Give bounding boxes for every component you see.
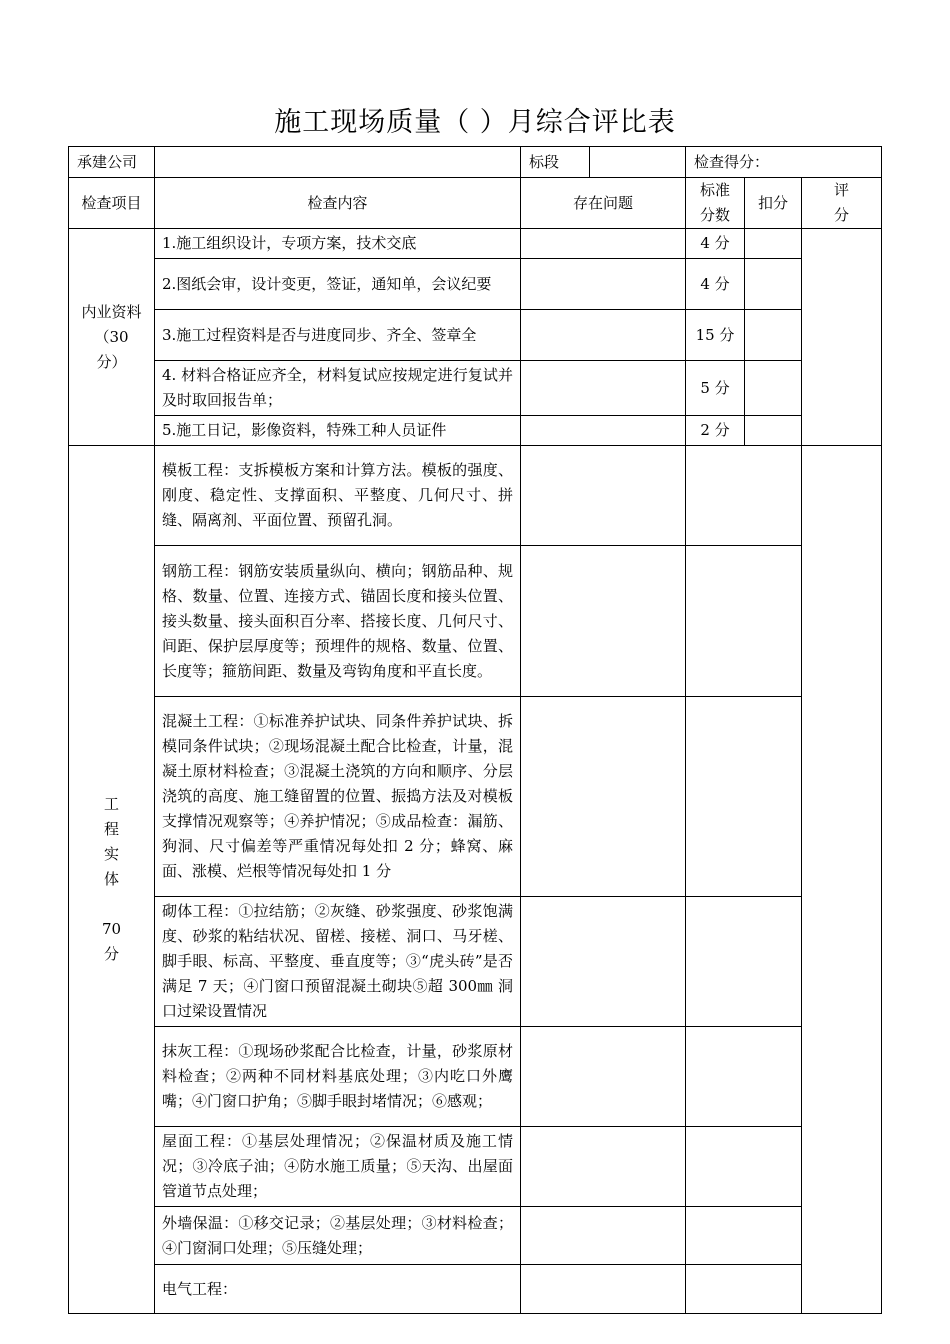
- row-content: 4. 材料合格证应齐全，材料复试应按规定进行复试并及时取回报告单；: [155, 361, 521, 416]
- row-content: 模板工程：支拆模板方案和计算方法。模板的强度、刚度、稳定性、支撑面积、平整度、几何尺寸、拼缝、隔离剂、平面位置、预留孔洞。: [155, 446, 521, 546]
- evaluation-table: [68, 146, 882, 1314]
- group-name-char: 体: [103, 870, 119, 888]
- deduct-cell[interactable]: [745, 259, 802, 310]
- group-name-char: 程: [103, 820, 119, 838]
- standard-score: 2 分: [686, 416, 745, 446]
- issues-cell[interactable]: [521, 546, 686, 697]
- issues-cell[interactable]: [521, 259, 686, 310]
- table-row: [69, 897, 882, 1027]
- table-row: [69, 229, 882, 259]
- table-row: [69, 1127, 882, 1207]
- issues-cell[interactable]: [521, 1027, 686, 1127]
- col-standard-header-line1: 标准: [699, 181, 730, 199]
- row-content: 钢筋工程：钢筋安装质量纵向、横向；钢筋品种、规格、数量、位置、连接方式、锚固长度和接头位置、接头数量、接头面积百分率、搭接长度、几何尺寸、间距、保护层厚度等；预埋件的规格、数量、位置、长度等；箍筋间距、数量及弯钩角度和平直长度。: [155, 546, 521, 697]
- row-content: 2.图纸会审，设计变更，签证，通知单，会议纪要: [155, 259, 521, 310]
- col-deduct-header: 扣分: [745, 178, 802, 229]
- col-standard-header-line2: 分数: [699, 206, 730, 224]
- col-score-header: [802, 178, 882, 229]
- col-standard-header: [686, 178, 745, 229]
- table-row: [69, 546, 882, 697]
- table-row: [69, 446, 882, 546]
- group-name-char: 实: [103, 845, 119, 863]
- standard-score: 4 分: [686, 229, 745, 259]
- row-content: 1.施工组织设计，专项方案，技术交底: [155, 229, 521, 259]
- row-content: 3.施工过程资料是否与进度同步、齐全、签章全: [155, 310, 521, 361]
- section-field[interactable]: [590, 147, 686, 178]
- document-title: 施工现场质量（ ）月综合评比表: [274, 107, 676, 138]
- issues-cell[interactable]: [521, 897, 686, 1027]
- group-score-unit: 分）: [96, 352, 127, 371]
- group-internal-docs: [69, 229, 155, 446]
- group-name: 内业资料: [81, 302, 142, 321]
- group-score-line: （30: [94, 327, 129, 346]
- standard-score: 15 分: [686, 310, 745, 361]
- company-field[interactable]: [155, 147, 521, 178]
- inspection-score-label: 检查得分：: [686, 147, 882, 178]
- deduct-cell[interactable]: [686, 446, 802, 546]
- standard-score: 5 分: [686, 361, 745, 416]
- col-item-header: 检查项目: [69, 178, 155, 229]
- table-row: [69, 1265, 882, 1314]
- issues-cell[interactable]: [521, 697, 686, 897]
- table-row: [69, 697, 882, 897]
- deduct-cell[interactable]: [686, 546, 802, 697]
- row-content: 砌体工程：①拉结筋；②灰缝、砂浆强度、砂浆饱满度、砂浆的粘结状况、留槎、接槎、洞口、马牙槎、脚手眼、标高、平整度、垂直度等；③“虎头砖”是否满足 7 天；④门窗口预留混凝土砌块⑤超 300㎜ 洞口过梁设置情况: [155, 897, 521, 1027]
- col-content-header: 检查内容: [155, 178, 521, 229]
- deduct-cell[interactable]: [686, 1265, 802, 1314]
- table-row: [69, 1207, 882, 1265]
- row-content: 屋面工程：①基层处理情况；②保温材质及施工情况；③冷底子油；④防水施工质量；⑤天沟、出屋面管道节点处理；: [155, 1127, 521, 1207]
- table-row: [69, 416, 882, 446]
- company-label: 承建公司: [69, 147, 155, 178]
- section-label: 标段: [521, 147, 590, 178]
- issues-cell[interactable]: [521, 310, 686, 361]
- deduct-cell[interactable]: [745, 229, 802, 259]
- group-score-number: 70: [101, 920, 122, 938]
- col-score-header-line1: 评: [833, 181, 849, 199]
- score-cell[interactable]: [802, 229, 882, 446]
- deduct-cell[interactable]: [686, 1127, 802, 1207]
- row-content: 外墙保温：①移交记录；②基层处理；③材料检查；④门窗洞口处理；⑤压缝处理；: [155, 1207, 521, 1265]
- col-issues-header: 存在问题: [521, 178, 686, 229]
- deduct-cell[interactable]: [686, 1207, 802, 1265]
- group-score-unit: 分: [103, 945, 119, 963]
- standard-score: 4 分: [686, 259, 745, 310]
- deduct-cell[interactable]: [686, 1027, 802, 1127]
- deduct-cell[interactable]: [745, 310, 802, 361]
- header-row: [69, 147, 882, 178]
- issues-cell[interactable]: [521, 1127, 686, 1207]
- issues-cell[interactable]: [521, 229, 686, 259]
- issues-cell[interactable]: [521, 1265, 686, 1314]
- deduct-cell[interactable]: [745, 416, 802, 446]
- group-engineering-entity: [69, 446, 155, 1314]
- deduct-cell[interactable]: [745, 361, 802, 416]
- table-row: [69, 361, 882, 416]
- score-cell[interactable]: [802, 446, 882, 1314]
- issues-cell[interactable]: [521, 446, 686, 546]
- table-row: [69, 1027, 882, 1127]
- row-content: 混凝土工程：①标准养护试块、同条件养护试块、拆模同条件试块；②现场混凝土配合比检查，计量，混凝土原材料检查；③混凝土浇筑的方向和顺序、分层浇筑的高度、施工缝留置的位置、振捣方法及对模板支撑情况观察等；④养护情况；⑤成品检查：漏筋、狗洞、尺寸偏差等严重情况每处扣 2 分；蜂窝、麻面、涨模、烂根等情况每处扣 1 分: [155, 697, 521, 897]
- col-score-header-line2: 分: [833, 206, 849, 224]
- table-row: [69, 259, 882, 310]
- group-name-char: 工: [103, 795, 119, 813]
- column-header-row: [69, 178, 882, 229]
- deduct-cell[interactable]: [686, 897, 802, 1027]
- row-content: 5.施工日记，影像资料，特殊工种人员证件: [155, 416, 521, 446]
- row-content: 抹灰工程：①现场砂浆配合比检查，计量，砂浆原材料检查；②两种不同材料基底处理；③内吃口外鹰嘴；④门窗口护角；⑤脚手眼封堵情况；⑥感观；: [155, 1027, 521, 1127]
- row-content: 电气工程：: [155, 1265, 521, 1314]
- issues-cell[interactable]: [521, 416, 686, 446]
- deduct-cell[interactable]: [686, 697, 802, 897]
- table-row: [69, 310, 882, 361]
- issues-cell[interactable]: [521, 361, 686, 416]
- issues-cell[interactable]: [521, 1207, 686, 1265]
